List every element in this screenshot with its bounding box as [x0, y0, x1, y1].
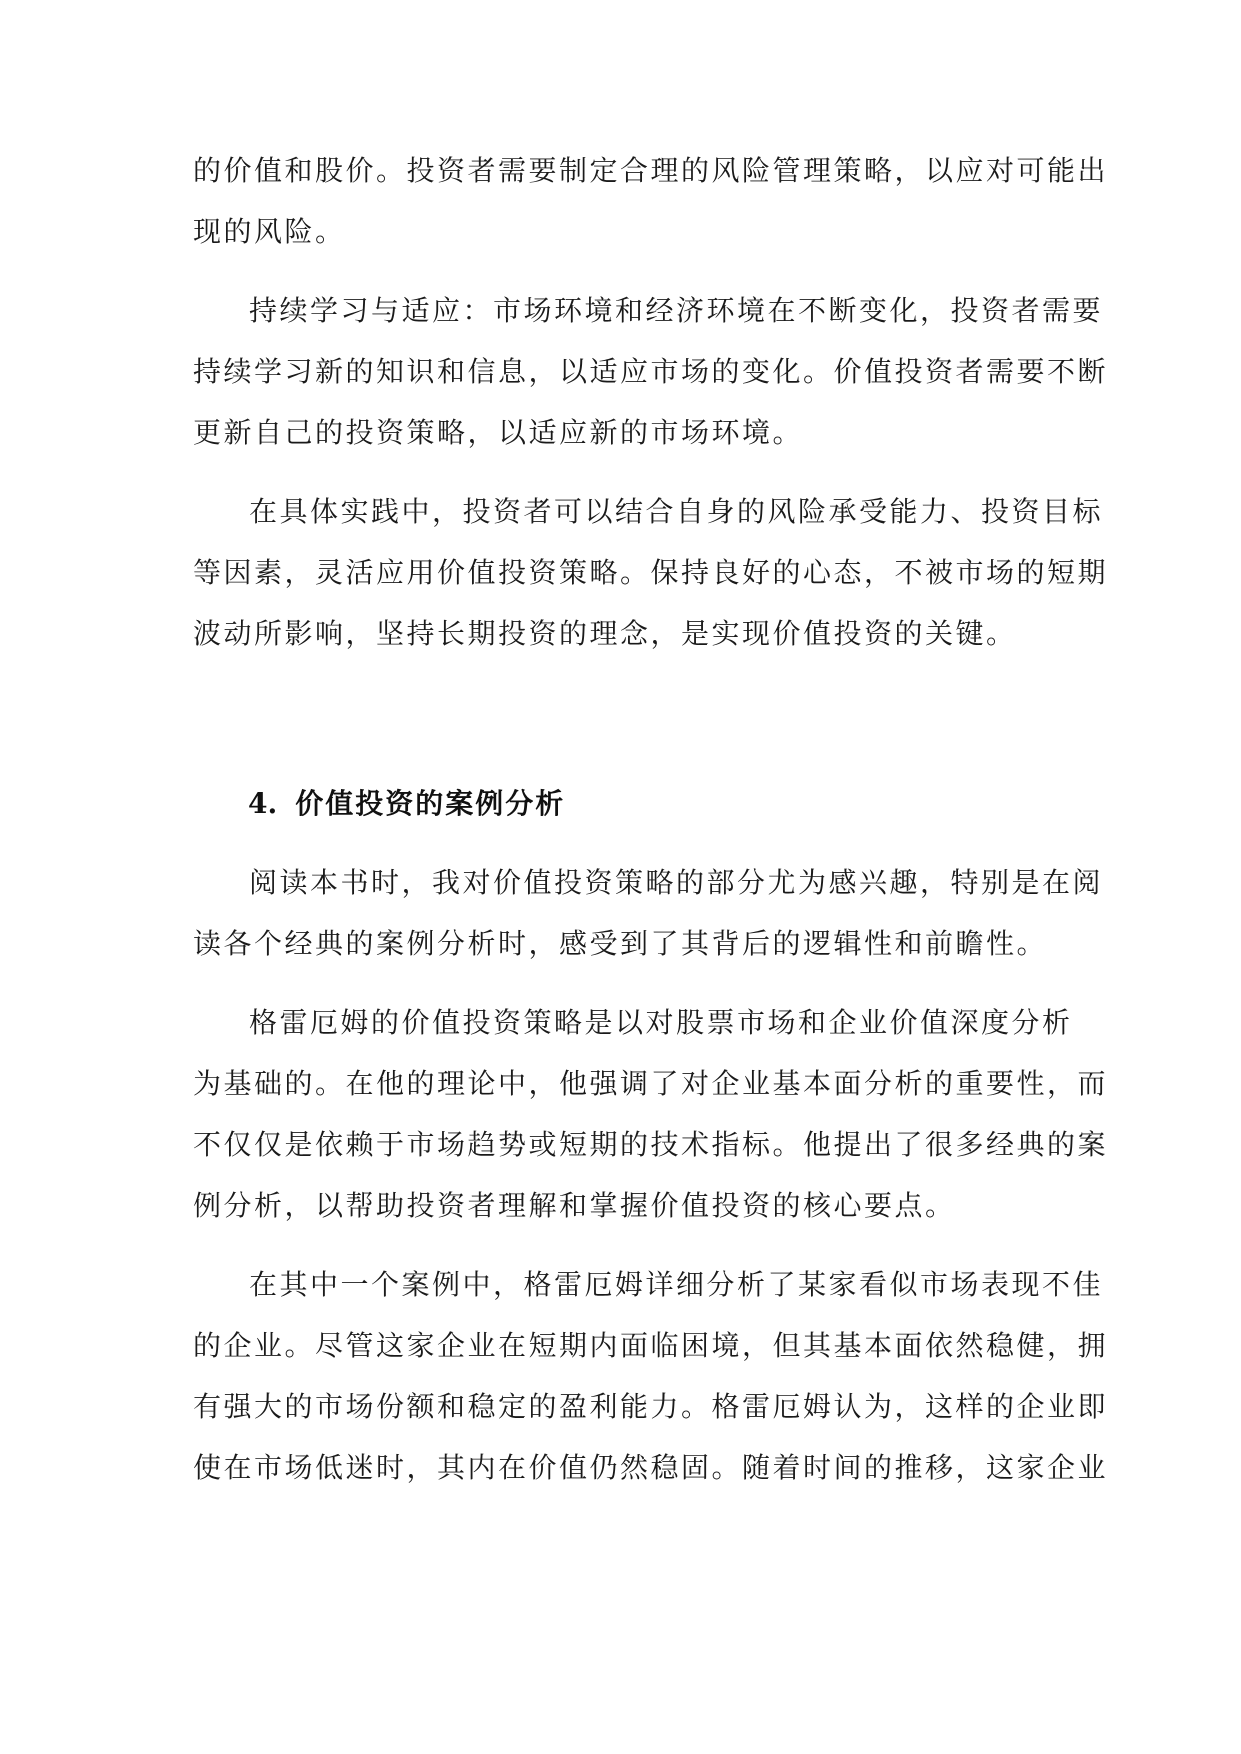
section-number: 4. [248, 787, 278, 820]
text-line: 现的风险。 [193, 215, 346, 248]
text-line: 为基础的。在他的理论中，他强调了对企业基本面分析的重要性，而 [193, 1067, 1109, 1100]
text-line: 等因素，灵活应用价值投资策略。保持良好的心态，不被市场的短期 [193, 556, 1109, 589]
paragraph-spacer [193, 262, 1055, 280]
text-line: 在其中一个案例中，格雷厄姆详细分析了某家看似市场表现不佳 [249, 1268, 1104, 1301]
text-line: 使在市场低迷时，其内在价值仍然稳固。随着时间的推移，这家企业 [193, 1451, 1109, 1484]
text-line: 格雷厄姆的价值投资策略是以对股票市场和企业价值深度分析 [249, 1006, 1073, 1039]
text-line: 的价值和股价。投资者需要制定合理的风险管理策略，以应对可能出 [193, 154, 1109, 187]
text-line: 阅读本书时，我对价值投资策略的部分尤为感兴趣，特别是在阅 [249, 866, 1104, 899]
text-line: 读各个经典的案例分析时，感受到了其背后的逻辑性和前瞻性。 [193, 927, 1048, 960]
text-line: 例分析，以帮助投资者理解和掌握价值投资的核心要点。 [193, 1189, 956, 1222]
text-line: 的企业。尽管这家企业在短期内面临困境，但其基本面依然稳健，拥 [193, 1329, 1109, 1362]
text-line: 波动所影响，坚持长期投资的理念，是实现价值投资的关键。 [193, 617, 1017, 650]
section-heading [248, 773, 565, 834]
text-line: 不仅仅是依赖于市场趋势或短期的技术指标。他提出了很多经典的案 [193, 1128, 1109, 1161]
text-line: 更新自己的投资策略，以适应新的市场环境。 [193, 416, 804, 449]
text-line: 有强大的市场份额和稳定的盈利能力。格雷厄姆认为，这样的企业即 [193, 1390, 1109, 1423]
section-title: 价值投资的案例分析 [295, 787, 566, 820]
paragraph-spacer [193, 463, 1055, 481]
text-line: 在具体实践中，投资者可以结合自身的风险承受能力、投资目标 [249, 495, 1104, 528]
text-line: 持续学习新的知识和信息，以适应市场的变化。价值投资者需要不断 [193, 355, 1109, 388]
paragraph-spacer [193, 1236, 1055, 1254]
body-text-bottom [193, 852, 1109, 1498]
body-text-top [193, 140, 1109, 664]
text-line: 持续学习与适应：市场环境和经济环境在不断变化，投资者需要 [249, 294, 1104, 327]
paragraph-spacer [193, 974, 1055, 992]
